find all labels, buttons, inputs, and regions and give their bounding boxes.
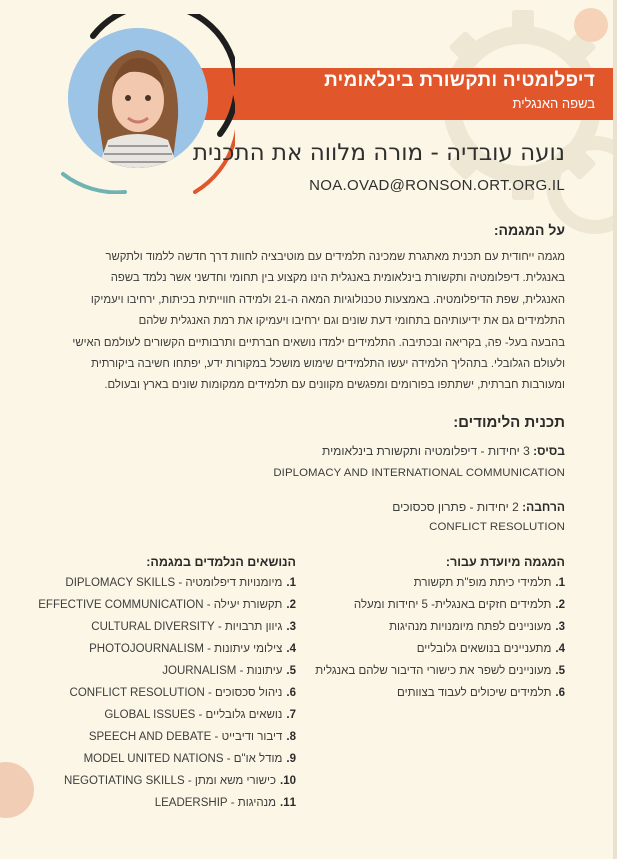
program-title: דיפלומטיה ותקשורת בינלאומית xyxy=(324,70,595,91)
about-line: האנגלית, שפת הדיפלומטיה. באמצעות טכנולוגיות המאה ה-21 ולמידה חווייתית בכיתות, ירחיבו ויעמיקו xyxy=(90,293,565,306)
list-item: 1.מיומנויות דיפלומטיה - DIPLOMACY SKILLS xyxy=(65,577,296,589)
about-line: מגמה ייחודית עם תכנית מאתגרת שמכינה תלמידים עם מוטיבציה לחוות דרך חדשה ללמוד ולתקשר xyxy=(105,251,565,263)
basic-english: DIPLOMACY AND INTERNATIONAL COMMUNICATION xyxy=(273,467,565,479)
decorative-dot xyxy=(574,8,608,42)
extension-english: CONFLICT RESOLUTION xyxy=(429,521,565,533)
about-line: ומעורבות חברתית, ישתתפו בפורומים ומפגשים מקוונים עם תלמידים ממקומות שונים בארץ ובעולם. xyxy=(104,379,565,392)
extension-track xyxy=(392,500,565,514)
list-item: 4.מתעניינים בנושאים גלובליים xyxy=(416,643,565,655)
curriculum-heading: תכנית הלימודים: xyxy=(453,414,565,431)
about-line: התלמידים גם את ידיעותיהם בתחומי דעת שונים וגם ירחיבו ויעמיקו את רמת האנגלית שלהם xyxy=(138,315,565,328)
extension-text: 2 יחידות - פתרון סכסוכים xyxy=(392,500,519,514)
basic-text: 3 יחידות - דיפלומטיה ותקשורת בינלאומית xyxy=(322,444,530,458)
list-item: 7.נושאים גלובליים - GLOBAL ISSUES xyxy=(104,709,296,721)
decorative-dot xyxy=(0,762,34,818)
list-item: 2.תלמידים חזקים באנגלית- 5 יחידות ומעלה xyxy=(353,599,565,611)
topics-list xyxy=(38,572,296,814)
list-item: 4.צילומי עיתונות - PHOTOJOURNALISM xyxy=(89,643,296,655)
list-item: 11.מנהיגות - LEADERSHIP xyxy=(154,797,296,809)
intended-for-list xyxy=(315,572,565,704)
list-item: 3.מעוניינים לפתח מיומנויות מנהיגות xyxy=(389,621,565,633)
program-subtitle: בשפה האנגלית xyxy=(512,96,595,111)
list-item: 8.דיבור ודיבייט - SPEECH AND DEBATE xyxy=(88,731,296,743)
basic-label: בסיס: xyxy=(533,444,565,458)
about-line: בהבעה בעל- פה, בקריאה ובכתיבה. התלמידים ילמדו נושאים חברתיים ותרבותיים הקשורים לעולמם האישי xyxy=(72,336,565,349)
list-item: 9.מודל או"ם - MODEL UNITED NATIONS xyxy=(83,753,296,765)
about-heading: על המגמה: xyxy=(493,222,565,238)
teacher-photo xyxy=(68,28,208,168)
list-item: 10.כישורי משא ומתן - NEGOTIATING SKILLS xyxy=(64,775,296,787)
list-item: 6.תלמידים שיכולים לעבוד בצוותים xyxy=(397,687,565,699)
list-item: 2.תקשורת יעילה - EFFECTIVE COMMUNICATION xyxy=(38,599,296,611)
basic-track xyxy=(322,444,565,458)
about-line: ולעולם הגלובלי. בתהליך הלמידה יעשו התלמידים שימוש מושכל במקורות ידע, יפתחו חשיבה ביקורתית xyxy=(91,358,565,371)
topics-heading: הנושאים הנלמדים במגמה: xyxy=(146,555,296,569)
teacher-email[interactable]: NOA.OVAD@RONSON.ORT.ORG.IL xyxy=(309,177,565,194)
extension-label: הרחבה: xyxy=(522,500,565,514)
list-item: 1.תלמידי כיתת מופ"ת תקשורת xyxy=(413,577,565,589)
list-item: 3.גיוון תרבויות - CULTURAL DIVERSITY xyxy=(91,621,296,633)
person-photo xyxy=(68,28,208,168)
list-item: 5.מעוניינים לשפר את כישורי הדיבור שלהם באנגלית xyxy=(315,665,565,677)
list-item: 5.עיתונות - JOURNALISM xyxy=(162,665,296,677)
page-edge xyxy=(613,0,617,859)
about-line: באנגלית. דיפלומטיה ותקשורת בינלאומית באנגלית הינו מקצוע בין תחומי וחדשני אשר נלמד בשפה xyxy=(110,272,565,285)
intended-for-heading: המגמה מיועדת עבור: xyxy=(445,555,565,569)
teacher-name: נועה עובדיה - מורה מלווה את התכנית xyxy=(192,140,565,166)
list-item: 6.ניהול סכסוכים - CONFLICT RESOLUTION xyxy=(69,687,296,699)
about-text xyxy=(70,247,565,397)
